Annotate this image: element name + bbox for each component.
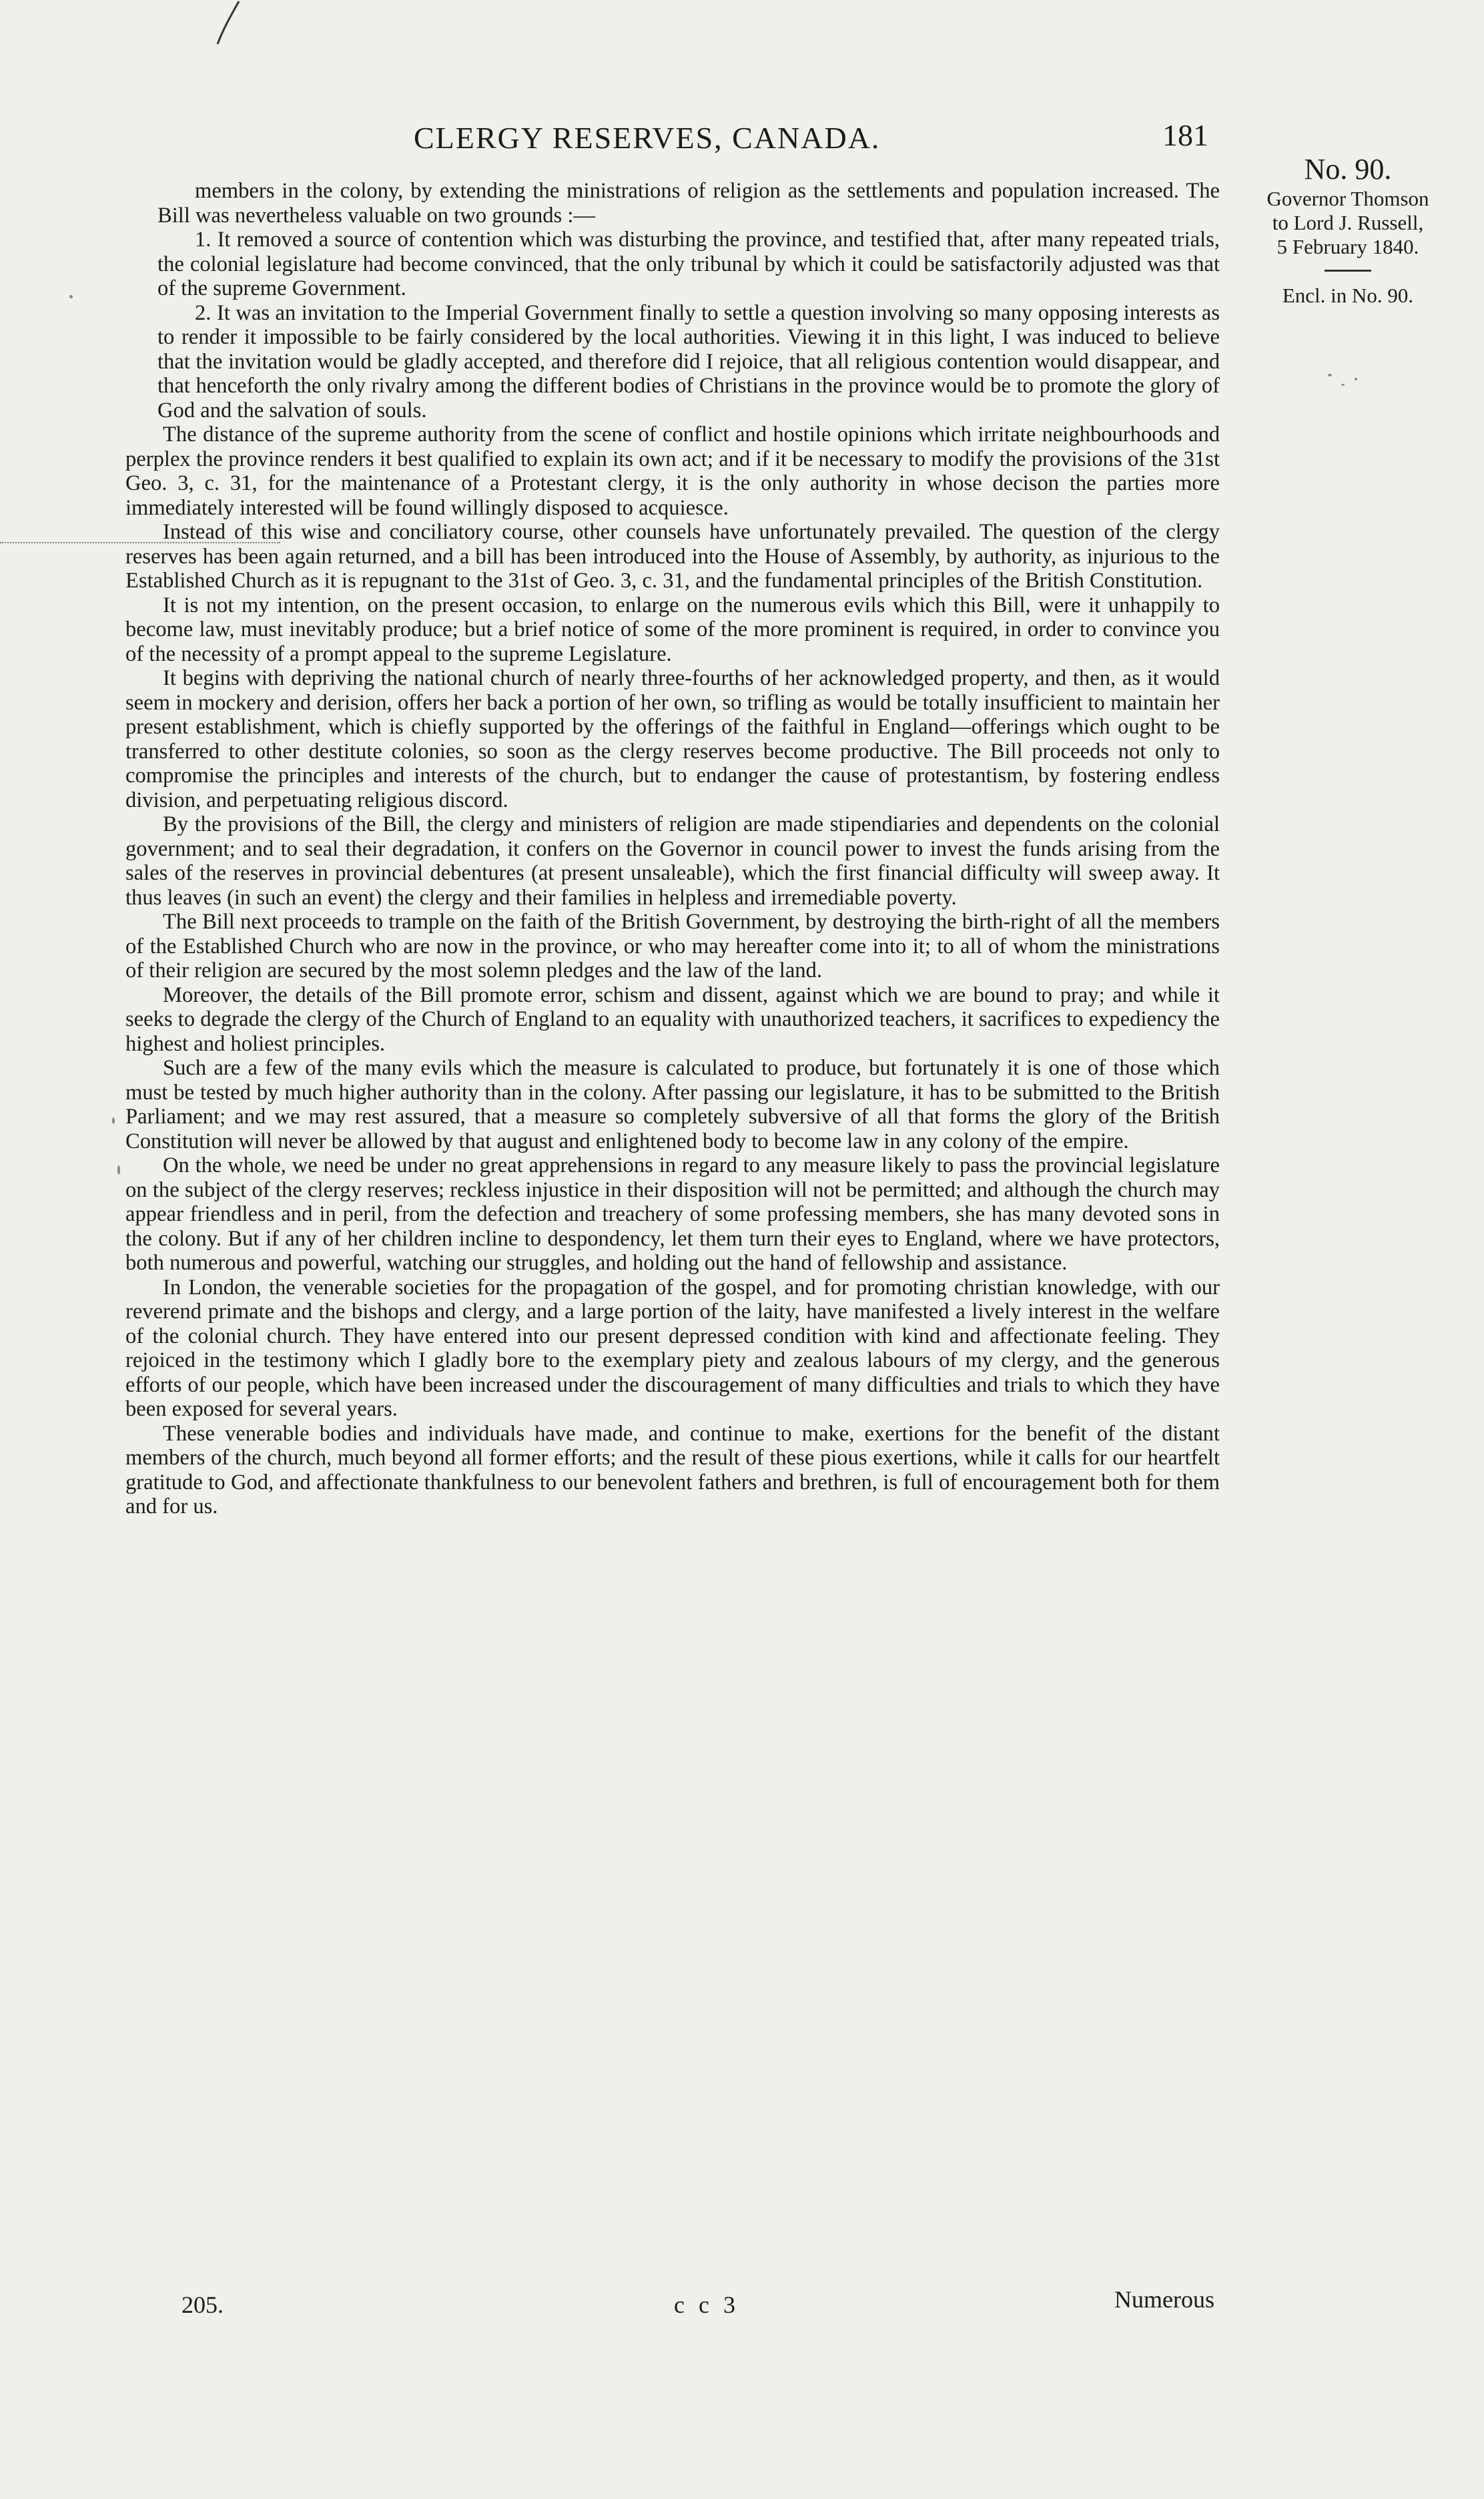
scan-speck (69, 295, 73, 298)
page-number: 181 (1162, 118, 1208, 152)
paragraph: Instead of this wise and conciliatory course, other counsels have unfortunately prevailed. The question of the clergy reserves has been again returned, and a bill has been introduced into the House of Assembly, by authority, as injurious to the Established Church as it is repugnant to the 31st of Geo. 3, c. 31, and the fundamental principles of the British Constitution. (125, 520, 1220, 593)
paragraph: It is not my intention, on the present occasion, to enlarge on the numerous evils which this Bill, were it unhappily to become law, must inevitably produce; but a brief notice of some of the more prominent is required, in order to convince you of the necessity of a prompt appeal to the supreme Legislature. (125, 593, 1220, 666)
signature-mark: c c 3 (674, 2291, 739, 2318)
scan-speck (117, 1165, 120, 1175)
paragraph: The distance of the supreme authority from the scene of conflict and hostile opinions which irritate neighbourhoods and perplex the province renders it best qualified to explain its own act; and if it be necessary to modify the provisions of the 31st Geo. 3, c. 31, for the maintenance of a Protestant clergy, it is the only authority in whose decison the parties more immediately interested will be found willingly disposed to acquiesce. (125, 423, 1220, 520)
body-text (125, 179, 1220, 1519)
paragraph: In London, the venerable societies for the propagation of the gospel, and for promoting christian knowledge, with our reverend primate and the bishops and clergy, and a large portion of the laity, have manifested a lively interest in the welfare of the colonial church. They have entered into our present depressed condition with kind and affectionate feeling. They rejoiced in the testimony which I gladly bore to the exemplary piety and zealous labours of my clergy, and the generous efforts of our people, which have been increased under the discouragement of many difficulties and trials to which they have been exposed for several years. (125, 1275, 1220, 1421)
running-head: CLERGY RESERVES, CANADA. (414, 121, 881, 155)
paragraph: These venerable bodies and individuals have made, and continue to make, exertions for the benefit of the distant members of the church, much beyond all former efforts; and the result of these pious exertions, while it calls for our heartfelt gratitude to God, and affectionate thankfulness to our benevolent fathers and brethren, is full of encouragement both for them and for us. (125, 1421, 1220, 1518)
scan-speck (1355, 378, 1357, 380)
paragraph: 2. It was an invitation to the Imperial Government finally to settle a question involving so many opposing interests as to render it impossible to be fairly considered by the local authorities. Viewing it in this light, I was induced to believe that the invitation would be gladly accepted, and therefore did I rejoice, that all religious contention would disappear, and that henceforth the only rivalry among the different bodies of Christians in the province would be to promote the glory of God and the salvation of souls. (157, 300, 1220, 423)
scan-speck (1328, 374, 1332, 376)
despatch-number: No. 90. (1304, 153, 1392, 186)
paragraph: It begins with depriving the national church of nearly three-fourths of her acknowledged property, and then, as it would seem in mockery and derision, offers her back a portion of her own, so trifling as would be totally insufficient to maintain her present establishment, which is chiefly supported by the offerings of the faithful in England—offerings which ought to be transferred to other destitute colonies, so soon as the clergy reserves become productive. The Bill proceeds not only to compromise the principles and interests of the church, but to endanger the cause of protestantism, by fostering endless division, and perpetuating religious discord. (125, 666, 1220, 812)
margin-line: to Lord J. Russell, (1272, 211, 1424, 234)
quoted-block (157, 179, 1220, 423)
scan-speck (112, 1117, 115, 1124)
margin-line: Governor Thomson (1266, 187, 1429, 210)
margin-rule (1325, 270, 1371, 272)
paragraph: Moreover, the details of the Bill promote error, schism and dissent, against which we are bound to pray; and while it seeks to degrade the clergy of the Church of England to an equality with unauthorized teachers, it sacrifices to expediency the highest and holiest principles. (125, 983, 1220, 1056)
scan-speck (1341, 384, 1345, 386)
catchword: Numerous (1114, 2286, 1214, 2313)
paragraph: By the provisions of the Bill, the clergy and ministers of religion are made stipendiaries and dependents on the colonial government; and to seal their degradation, it confers on the Governor in council power to invest the funds arising from the sales of the reserves in provincial debentures (at present unsaleable), which the first financial difficulty will sweep away. It thus leaves (in such an event) the clergy and their families in helpless and irremediable poverty. (125, 812, 1220, 910)
enclosure-note: Encl. in No. 90. (1282, 284, 1414, 307)
paragraph: members in the colony, by extending the ministrations of religion as the settlements and population increased. The Bill was nevertheless valuable on two grounds :— (157, 179, 1220, 228)
paragraph: Such are a few of the many evils which the measure is calculated to produce, but fortunately it is one of those which must be tested by much higher authority than in the colony. After passing our legislature, it has to be submitted to the British Parliament; and we may rest assured, that a measure so completely subversive of all that forms the glory of the British Constitution will never be allowed by that august and enlightened body to become law in any colony of the empire. (125, 1056, 1220, 1153)
pen-stroke-mark (212, 0, 252, 47)
paragraph: 1. It removed a source of contention which was disturbing the province, and testified that, after many repeated trials, the colonial legislature had become convinced, that the only tribunal by which it could be satisfactorily adjusted was that of the supreme Government. (157, 228, 1220, 300)
paragraph: The Bill next proceeds to trample on the faith of the British Government, by destroying the birth-right of all the members of the Established Church who are now in the province, or who may hereafter come into it; to all of whom the ministrations of their religion are secured by the most solemn pledges and the law of the land. (125, 910, 1220, 983)
margin-line: 5 February 1840. (1276, 235, 1419, 258)
sessional-number: 205. (181, 2291, 224, 2318)
paragraph: On the whole, we need be under no great apprehensions in regard to any measure likely to pass the provincial legislature on the subject of the clergy reserves; reckless injustice in their disposition will not be permitted; and although the church may appear friendless and in peril, from the defection and treachery of some professing members, she has many devoted sons in the colony. But if any of her children incline to despondency, let them turn their eyes to England, where we have protectors, both numerous and powerful, watching our struggles, and holding out the hand of fellowship and assistance. (125, 1153, 1220, 1275)
margin-note (1224, 152, 1471, 308)
